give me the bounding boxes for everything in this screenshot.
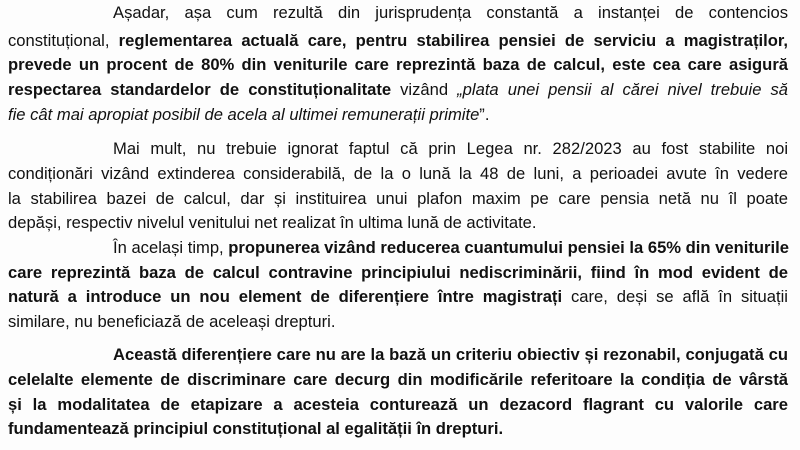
- text-line: [8, 53, 788, 77]
- text-line: [8, 187, 788, 211]
- bold-text-run: natură a introduce un nou element de diferențiere între magistrați: [8, 287, 563, 306]
- text-line: [8, 29, 788, 53]
- bold-text-run: celelalte elemente de discriminare care decurg din modificările referitoare la condiția de vârstă: [8, 370, 788, 389]
- text-line: [113, 236, 788, 260]
- text-run: În același timp,: [113, 238, 229, 257]
- text-line: [113, 137, 788, 161]
- text-run: depăși, respectiv nivelul venitului net realizat în ultima lună de activitate.: [8, 213, 537, 232]
- bold-text-run: propunerea vizând reducerea cuantumului pensiei la 65% din veniturile: [228, 238, 789, 257]
- text-line: [8, 368, 788, 392]
- bold-text-run: și la modalitatea de etapizare a acesteia conturează un dezacord flagrant cu valorile care: [8, 395, 788, 414]
- text-run: ”.: [479, 105, 490, 124]
- text-line: [8, 78, 788, 102]
- text-line: [8, 261, 788, 285]
- text-line: [8, 310, 788, 334]
- bold-text-run: respectarea standardelor de constituționalitate: [8, 80, 392, 99]
- text-line: [113, 1, 788, 25]
- text-run: Mai mult, nu trebuie ignorat faptul că prin Legea nr. 282/2023 au fost stabilite noi: [113, 139, 788, 158]
- italic-text-run: „plata unei pensii al cărei nivel trebuie să: [457, 80, 788, 99]
- bold-text-run: care reprezintă baza de calcul contravine principiului nediscriminării, fiind în mod evident de: [8, 263, 788, 282]
- text-line: [8, 103, 788, 127]
- bold-text-run: reglementarea actuală care, pentru stabilirea pensiei de serviciu a magistraților,: [118, 31, 789, 50]
- italic-text-run: fie cât mai apropiat posibil de acela al ultimei remunerații primite: [8, 105, 480, 124]
- bold-text-run: Această diferențiere care nu are la bază un criteriu obiectiv și rezonabil, conjugată cu: [113, 345, 788, 364]
- bold-text-run: prevede un procent de 80% din veniturile care reprezintă baza de calcul, este cea care asigură: [8, 55, 788, 74]
- text-run: condiționări vizând extinderea considerabilă, de la o lună la 48 de luni, a perioadei avute în vedere: [8, 164, 788, 183]
- text-line: [8, 417, 788, 441]
- text-run: care, deși se află în situații: [562, 287, 788, 306]
- text-line: [8, 393, 788, 417]
- text-line: [113, 343, 788, 367]
- text-line: [8, 285, 788, 309]
- bold-text-run: fundamentează principiul constituțional al egalității în drepturi.: [8, 419, 504, 438]
- text-run: similare, nu beneficiază de aceleași drepturi.: [8, 312, 336, 331]
- text-run: constituțional,: [8, 31, 119, 50]
- text-line: [8, 211, 788, 235]
- text-run: la stabilirea bazei de calcul, dar și instituirea unui plafon maxim pe care pensia netă nu îl poate: [8, 189, 788, 208]
- text-line: [8, 162, 788, 186]
- text-run: vizând: [391, 80, 458, 99]
- text-run: Așadar, așa cum rezultă din jurisprudența constantă a instanței de contencios: [113, 3, 788, 22]
